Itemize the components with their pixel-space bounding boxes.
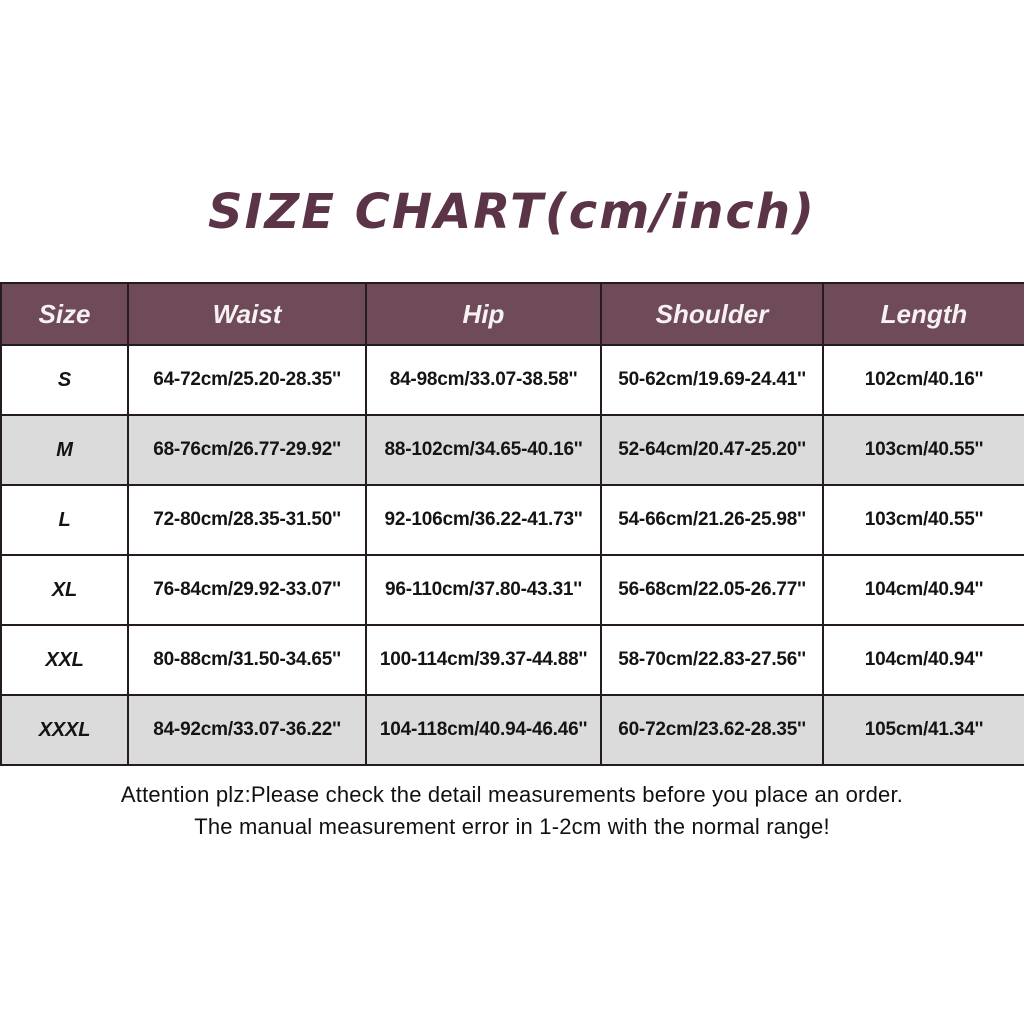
- length-cell: 103cm/40.55'': [823, 415, 1024, 485]
- shoulder-cell: 54-66cm/21.26-25.98'': [601, 485, 823, 555]
- hip-cell: 96-110cm/37.80-43.31'': [366, 555, 601, 625]
- hip-cell: 92-106cm/36.22-41.73'': [366, 485, 601, 555]
- shoulder-cell: 58-70cm/22.83-27.56'': [601, 625, 823, 695]
- size-cell: XXXL: [1, 695, 128, 765]
- table-row: [1, 555, 1024, 625]
- table-body: [1, 345, 1024, 765]
- length-cell: 104cm/40.94'': [823, 555, 1024, 625]
- shoulder-cell: 50-62cm/19.69-24.41'': [601, 345, 823, 415]
- shoulder-cell: 60-72cm/23.62-28.35'': [601, 695, 823, 765]
- size-cell: M: [1, 415, 128, 485]
- length-cell: 103cm/40.55'': [823, 485, 1024, 555]
- waist-cell: 64-72cm/25.20-28.35'': [128, 345, 366, 415]
- hip-cell: 88-102cm/34.65-40.16'': [366, 415, 601, 485]
- column-header-shoulder: Shoulder: [601, 283, 823, 345]
- column-header-waist: Waist: [128, 283, 366, 345]
- column-header-length: Length: [823, 283, 1024, 345]
- waist-cell: 72-80cm/28.35-31.50'': [128, 485, 366, 555]
- table-row: [1, 345, 1024, 415]
- waist-cell: 80-88cm/31.50-34.65'': [128, 625, 366, 695]
- attention-note-line1: Attention plz:Please check the detail measurements before you place an order.: [120, 782, 904, 807]
- table-row: [1, 695, 1024, 765]
- column-header-hip: Hip: [366, 283, 601, 345]
- length-cell: 105cm/41.34'': [823, 695, 1024, 765]
- size-cell: XXL: [1, 625, 128, 695]
- table-row: [1, 485, 1024, 555]
- page-title: SIZE CHART(cm/inch): [208, 184, 816, 240]
- length-cell: 104cm/40.94'': [823, 625, 1024, 695]
- column-header-size: Size: [1, 283, 128, 345]
- waist-cell: 84-92cm/33.07-36.22'': [128, 695, 366, 765]
- attention-note-line2: The manual measurement error in 1-2cm with the normal range!: [194, 814, 830, 839]
- hip-cell: 100-114cm/39.37-44.88'': [366, 625, 601, 695]
- attention-note: [0, 779, 1024, 843]
- size-cell: XL: [1, 555, 128, 625]
- table-header-row: [1, 283, 1024, 345]
- waist-cell: 68-76cm/26.77-29.92'': [128, 415, 366, 485]
- size-cell: L: [1, 485, 128, 555]
- table-row: [1, 625, 1024, 695]
- shoulder-cell: 56-68cm/22.05-26.77'': [601, 555, 823, 625]
- length-cell: 102cm/40.16'': [823, 345, 1024, 415]
- waist-cell: 76-84cm/29.92-33.07'': [128, 555, 366, 625]
- size-cell: S: [1, 345, 128, 415]
- shoulder-cell: 52-64cm/20.47-25.20'': [601, 415, 823, 485]
- hip-cell: 84-98cm/33.07-38.58'': [366, 345, 601, 415]
- size-chart-table: [0, 282, 1024, 766]
- hip-cell: 104-118cm/40.94-46.46'': [366, 695, 601, 765]
- table-row: [1, 415, 1024, 485]
- table-header: [1, 283, 1024, 345]
